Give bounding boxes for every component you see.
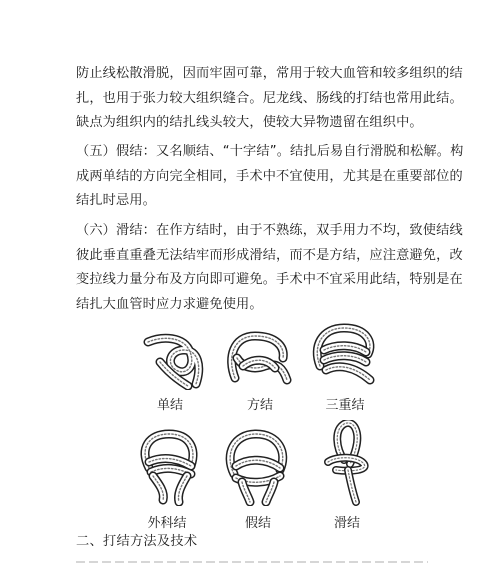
text-line: 结扎大血管时应力求避免使用。 — [76, 296, 263, 312]
paragraph-granny-knot — [76, 140, 464, 214]
text-line: 缺点为组织内的结扎线头较大，使较大异物遗留在组织中。 — [76, 115, 423, 131]
granny-knot-icon — [222, 428, 294, 506]
surgeons-knot-icon — [135, 428, 205, 506]
text-line: 彼此垂直重叠无法结牢而形成滑结，而不是方结，应注意避免，改 — [76, 247, 463, 263]
square-knot-icon — [225, 328, 295, 390]
text-line: 变拉线力量分布及方向即可避免。手术中不宜采用此结，特别是在 — [76, 272, 463, 288]
section-heading: 二、打结方法及技术 — [76, 534, 198, 549]
figure-caption: 三重结 — [325, 398, 365, 413]
triple-knot-icon — [310, 322, 380, 388]
text-line: （六）滑结：在作方结时，由于不熟练，双手用力不均，致使结线 — [76, 223, 463, 238]
text-line: 防止线松散滑脱，因而牢固可靠，常用于较大血管和较多组织的结 — [76, 66, 463, 81]
figure-caption: 滑结 — [333, 516, 360, 531]
figure-caption: 外科结 — [147, 516, 187, 531]
slip-knot-icon — [322, 420, 372, 506]
figure-caption: 单结 — [156, 398, 183, 413]
faded-text-line — [76, 557, 428, 566]
figure-caption: 假结 — [244, 516, 271, 531]
single-knot-icon — [140, 332, 210, 390]
text-line: 成两单结的方向完全相同，手术中不宜使用，尤其是在重要部位的 — [76, 168, 463, 184]
text-line: 结扎时忌用。 — [76, 193, 157, 209]
figure-caption: 方结 — [246, 398, 273, 413]
paragraph-knot-description — [76, 62, 463, 136]
paragraph-slip-knot — [76, 219, 463, 317]
text-line: （五）假结：又名顺结、“十字结”。结扎后易自行滑脱和松解。构 — [76, 144, 464, 159]
text-line: 扎，也用于张力较大组织缝合。尼龙线、肠线的打结也常用此结。 — [76, 90, 463, 106]
